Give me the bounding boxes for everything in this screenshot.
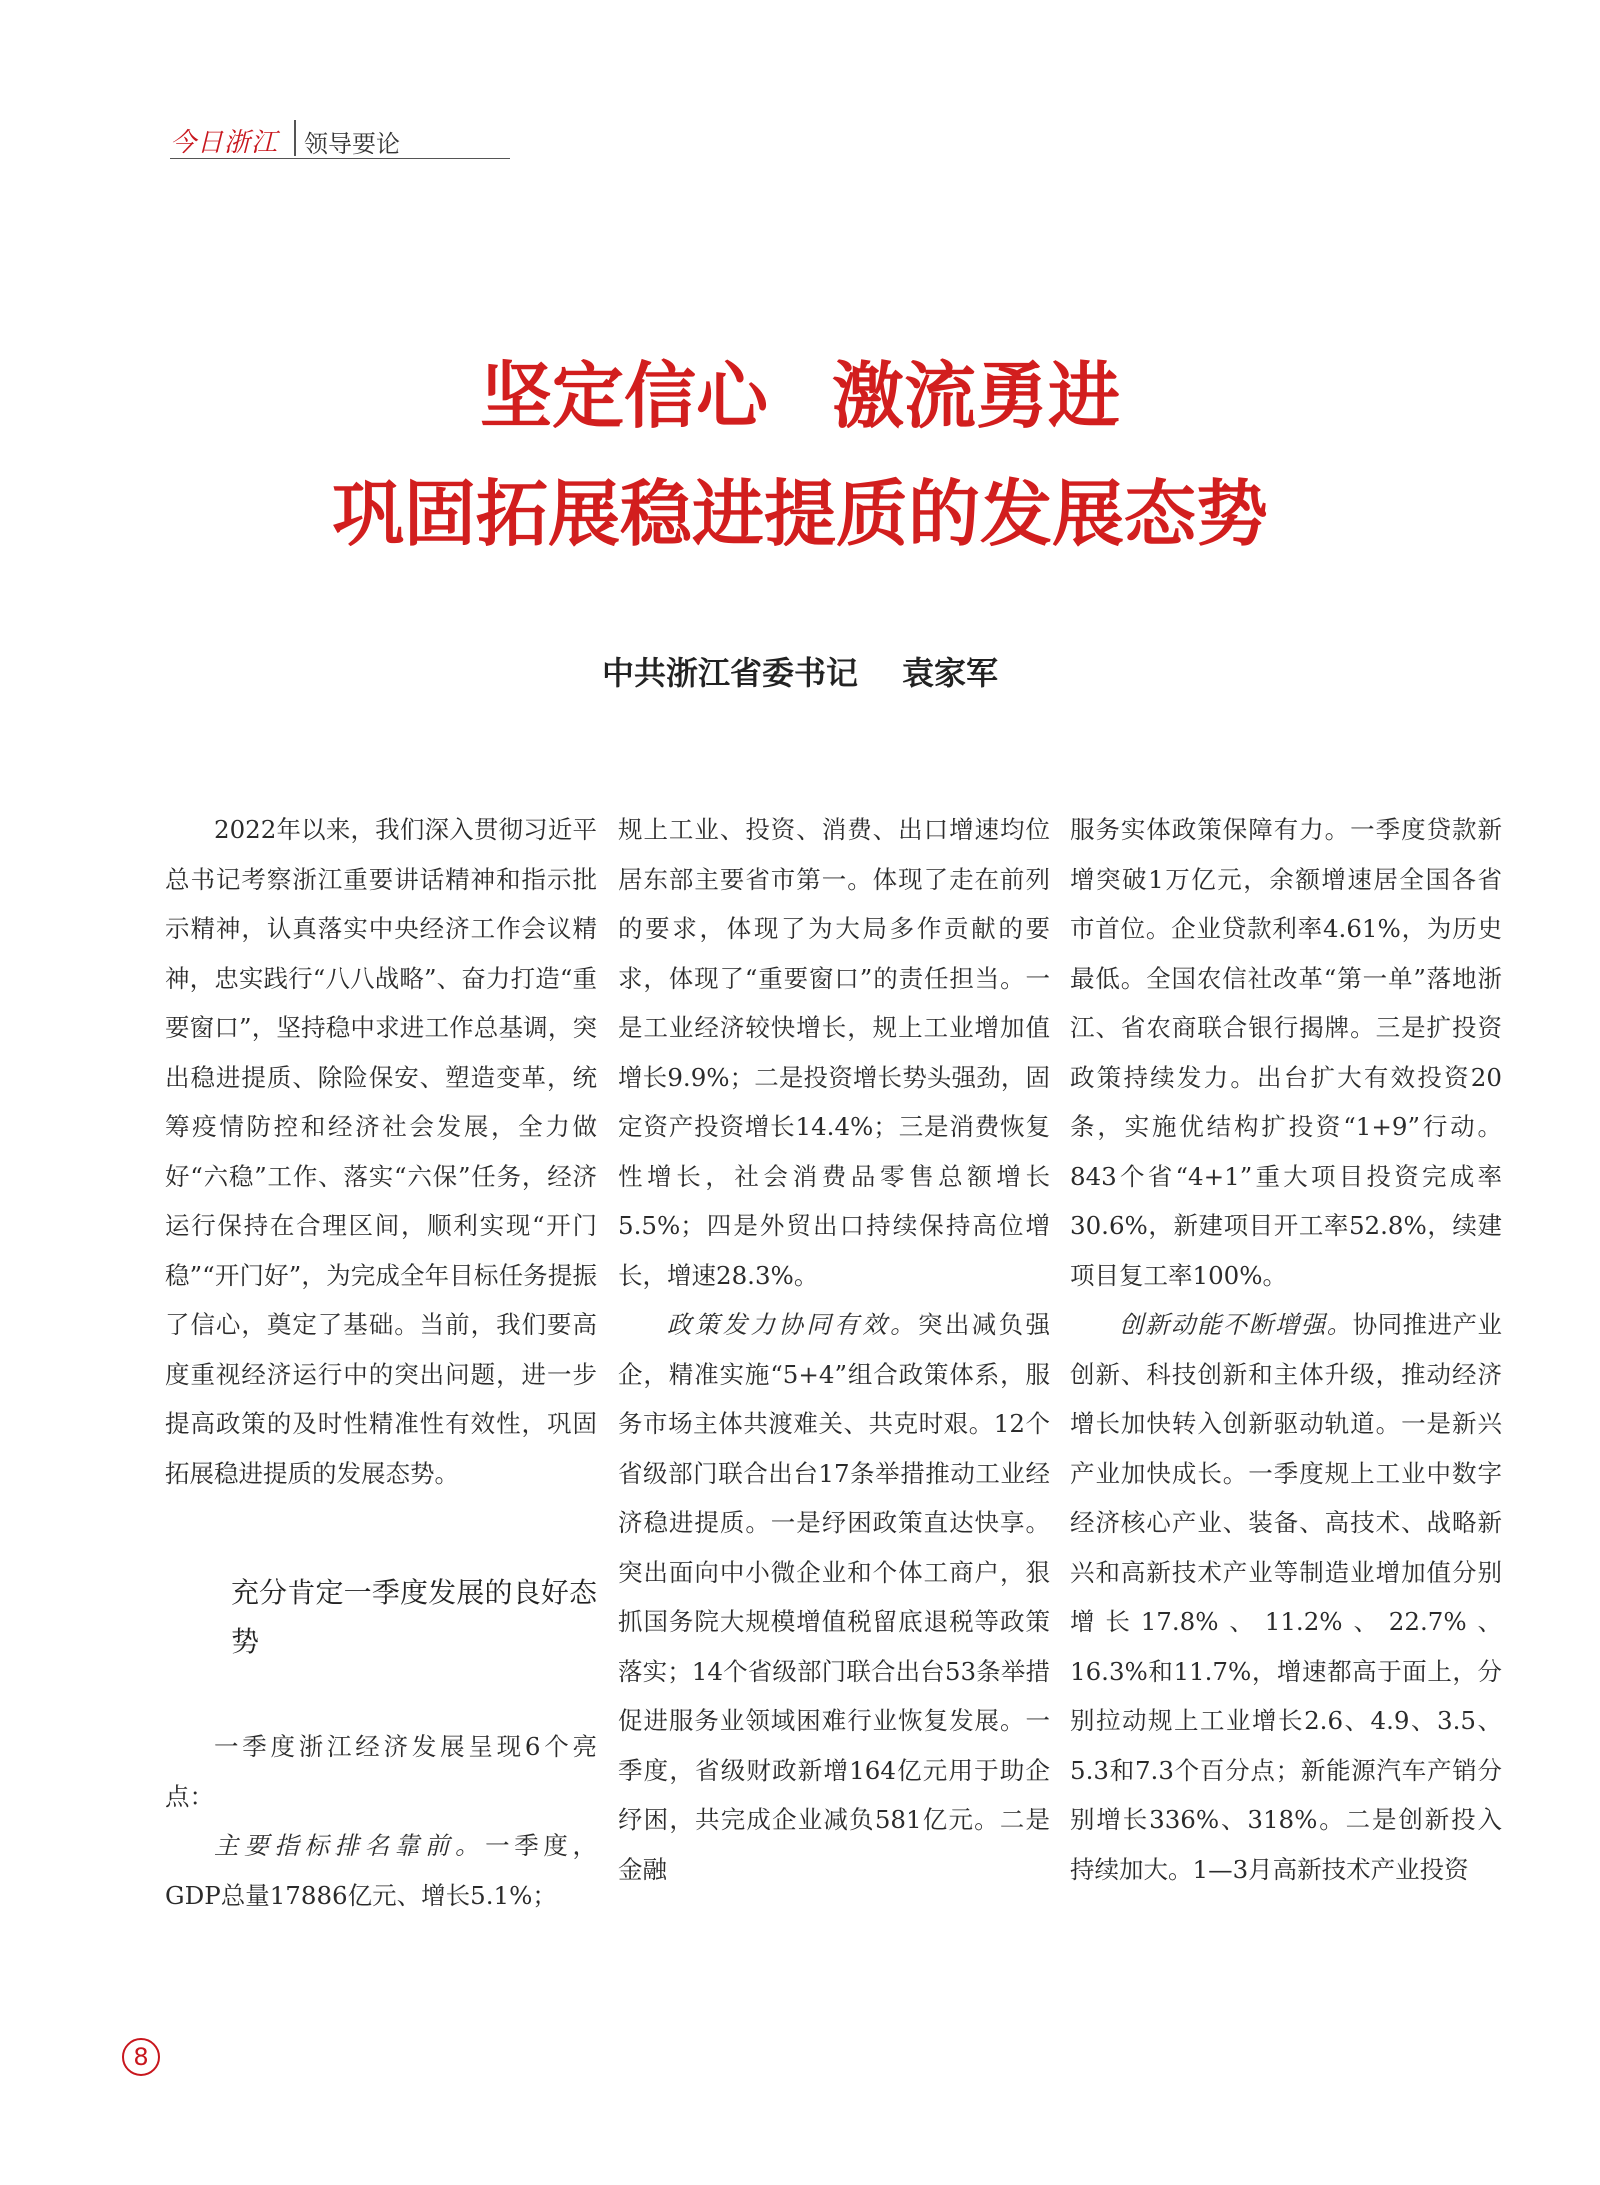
article-title-line-2: 巩固拓展稳进提质的发展态势 xyxy=(331,472,1268,556)
title-part-1: 坚定信心 xyxy=(479,354,768,438)
summary-paragraph: 一季度浙江经济发展呈现6个亮点： xyxy=(165,1732,597,1811)
article-title-line-1 xyxy=(0,354,1600,438)
paragraph-text: 一季度，GDP总量17886亿元、增长5.1%； xyxy=(165,1831,597,1910)
author-byline xyxy=(0,648,1600,694)
paragraph-policy-continued: 服务实体政策保障有力。一季度贷款新增突破1万亿元，余额增速居全国各省市首位。企业贷款利率4.61%，为历史最低。全国农信社改革“第一单”落地浙江、省农商联合银行揭牌。三是扩投资政策持续发力。出台扩大有效投资20条，实施优结构扩投资“1+9”行动。843个省“4+1”重大项目投资完成率30.6%，新建项目开工率52.8%，续建项目复工率100%。 xyxy=(1070,815,1502,1290)
body-column-1 xyxy=(165,805,597,1920)
lead-in-innovation: 创新动能不断增强。 xyxy=(1119,1310,1353,1339)
header-divider xyxy=(294,120,296,156)
author-position: 中共浙江省委书记 xyxy=(601,654,858,692)
section-subheading: 充分肯定一季度发展的良好态势 xyxy=(231,1576,597,1658)
title-part-2: 激流勇进 xyxy=(832,354,1121,438)
paragraph-policy xyxy=(618,1300,1050,1894)
running-header xyxy=(170,118,510,159)
lead-in-indicators: 主要指标排名靠前。 xyxy=(214,1831,486,1860)
magazine-logo: 今日浙江 xyxy=(170,128,279,158)
body-column-2 xyxy=(618,805,1050,1894)
author-name: 袁家军 xyxy=(902,654,999,692)
section-name: 领导要论 xyxy=(304,130,400,158)
lead-in-policy: 政策发力协同有效。 xyxy=(667,1310,918,1339)
intro-paragraph: 2022年以来，我们深入贯彻习近平总书记考察浙江重要讲话精神和指示批示精神，认真落实中央经济工作会议精神，忠实践行“八八战略”、奋力打造“重要窗口”，坚持稳中求进工作总基调，突出稳进提质、除险保安、塑造变革，统筹疫情防控和经济社会发展，全力做好“六稳”工作、落实“六保”任务，经济运行保持在合理区间，顺利实现“开门稳”“开门好”，为完成全年目标任务提振了信心，奠定了基础。当前，我们要高度重视经济运行中的突出问题，进一步提高政策的及时性精准性有效性，巩固拓展稳进提质的发展态势。 xyxy=(165,815,597,1488)
paragraph-indicators xyxy=(165,1821,597,1920)
paragraph-innovation xyxy=(1070,1300,1502,1894)
paragraph-indicators-continued: 规上工业、投资、消费、出口增速均位居东部主要省市第一。体现了走在前列的要求，体现了为大局多作贡献的要求，体现了“重要窗口”的责任担当。一是工业经济较快增长，规上工业增加值增长9.9%；二是投资增长势头强劲，固定资产投资增长14.4%；三是消费恢复性增长，社会消费品零售总额增长5.5%；四是外贸出口持续保持高位增长，增速28.3%。 xyxy=(618,815,1050,1290)
body-column-3 xyxy=(1070,805,1502,1894)
paragraph-text: 协同推进产业创新、科技创新和主体升级，推动经济增长加快转入创新驱动轨道。一是新兴产业加快成长。一季度规上工业中数字经济核心产业、装备、高技术、战略新兴和高新技术产业等制造业增加值分别增长17.8%、11.2%、22.7%、16.3%和11.7%，增速都高于面上，分别拉动规上工业增长2.6、4.9、3.5、5.3和7.3个百分点；新能源汽车产销分别增长336%、318%。二是创新投入持续加大。1—3月高新技术产业投资 xyxy=(1070,1310,1503,1884)
paragraph-text: 突出减负强企，精准实施“5+4”组合政策体系，服务市场主体共渡难关、共克时艰。12个省级部门联合出台17条举措推动工业经济稳进提质。一是纾困政策直达快享。突出面向中小微企业和个体工商户，狠抓国务院大规模增值税留底退税等政策落实；14个省级部门联合出台53条举措促进服务业领域困难行业恢复发展。一季度，省级财政新增164亿元用于助企纾困，共完成企业减负581亿元。二是金融 xyxy=(618,1310,1051,1884)
page-number: 8 xyxy=(122,2038,160,2076)
